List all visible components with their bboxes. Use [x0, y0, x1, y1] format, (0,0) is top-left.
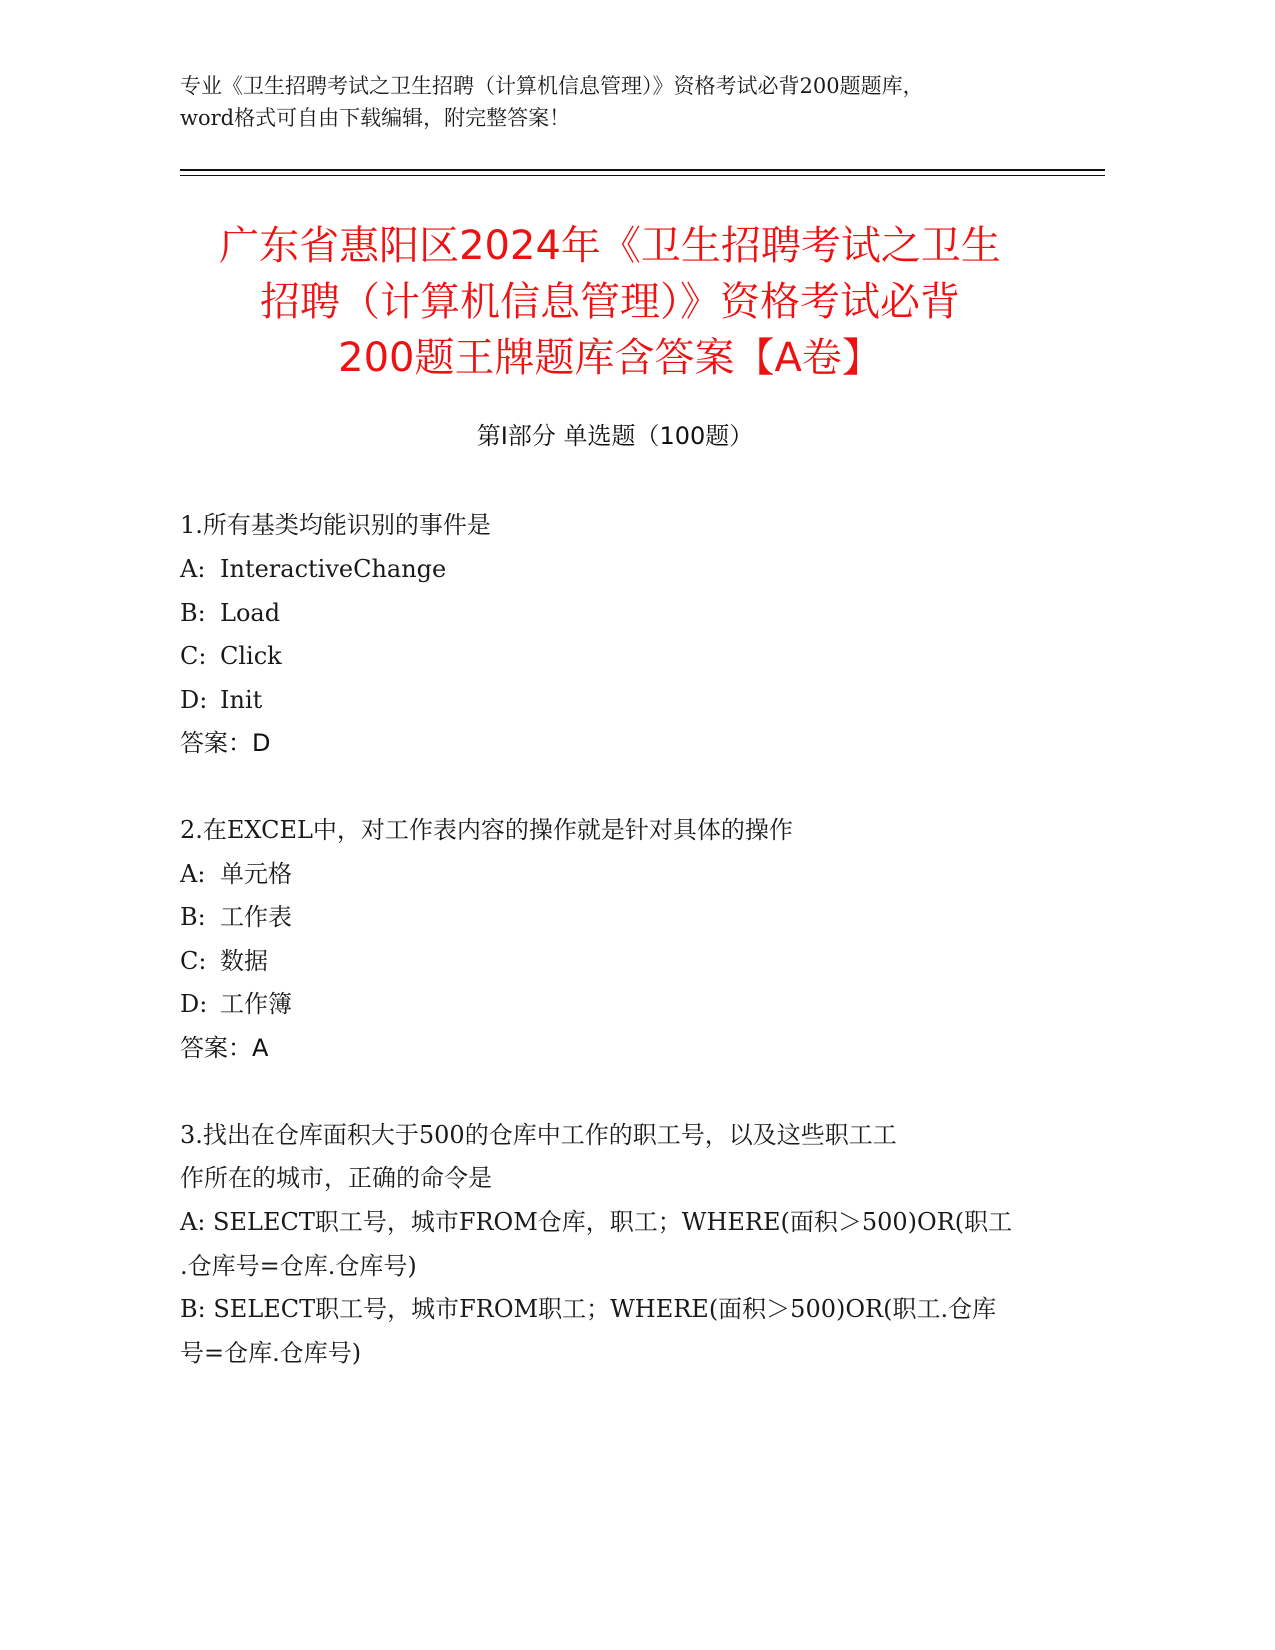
option-text: 单元格: [220, 860, 292, 888]
answer: 答案：D: [180, 729, 271, 757]
question-stem: 3.找出在仓库面积大于500的仓库中工作的职工号，以及这些职工工: [180, 1121, 897, 1149]
title-line: 200题王牌题库含答案【A卷】: [338, 335, 882, 381]
document-title: [160, 218, 1060, 386]
option-text: 数据: [220, 947, 268, 975]
option-letter: D:: [180, 990, 208, 1018]
option-a: [180, 552, 446, 586]
option-text: Load: [220, 599, 281, 627]
option-letter: A:: [180, 555, 206, 583]
option-letter: A:: [180, 860, 206, 888]
option-letter: B:: [180, 903, 206, 931]
header-note-line: word格式可自由下载编辑，附完整答案！: [180, 106, 571, 130]
option-b: [180, 900, 292, 934]
option-c: [180, 944, 268, 978]
option-c: [180, 639, 282, 673]
option-letter: B:: [180, 599, 206, 627]
option-text: 工作表: [220, 903, 292, 931]
section-heading: 第Ⅰ部分 单选题（100题）: [476, 422, 754, 450]
option-d: [180, 683, 262, 717]
header-note: [180, 70, 1100, 134]
option-text: Init: [220, 686, 263, 714]
question-stem: 1.所有基类均能识别的事件是: [180, 511, 491, 539]
option-b-continued: 号=仓库.仓库号): [180, 1339, 362, 1367]
option-letter: D:: [180, 686, 208, 714]
question-stem: 2.在EXCEL中，对工作表内容的操作就是针对具体的操作: [180, 816, 793, 844]
title-line: 广东省惠阳区2024年《卫生招聘考试之卫生: [219, 223, 1001, 269]
answer: 答案：A: [180, 1034, 269, 1062]
option-text: 工作簿: [220, 990, 292, 1018]
header-note-line: 专业《卫生招聘考试之卫生招聘（计算机信息管理）》资格考试必背200题题库，: [180, 74, 924, 98]
option-letter: C:: [180, 642, 207, 670]
option-b: [180, 596, 280, 630]
option-letter: C:: [180, 947, 207, 975]
option-b: B: SELECT职工号，城市FROM职工；WHERE(面积＞500)OR(职工.仓库: [180, 1295, 997, 1323]
option-text: InteractiveChange: [220, 555, 447, 583]
option-d: [180, 987, 292, 1021]
option-a: [180, 857, 292, 891]
header-divider-thin: [180, 175, 1105, 176]
title-line: 招聘（计算机信息管理）》资格考试必背: [260, 279, 960, 325]
header-divider-thick: [180, 169, 1105, 171]
question-stem-continued: 作所在的城市，正确的命令是: [180, 1164, 492, 1192]
option-a-continued: .仓库号=仓库.仓库号): [180, 1252, 417, 1280]
option-a: A: SELECT职工号，城市FROM仓库，职工；WHERE(面积＞500)OR(职工: [180, 1208, 1013, 1236]
option-text: Click: [220, 642, 282, 670]
